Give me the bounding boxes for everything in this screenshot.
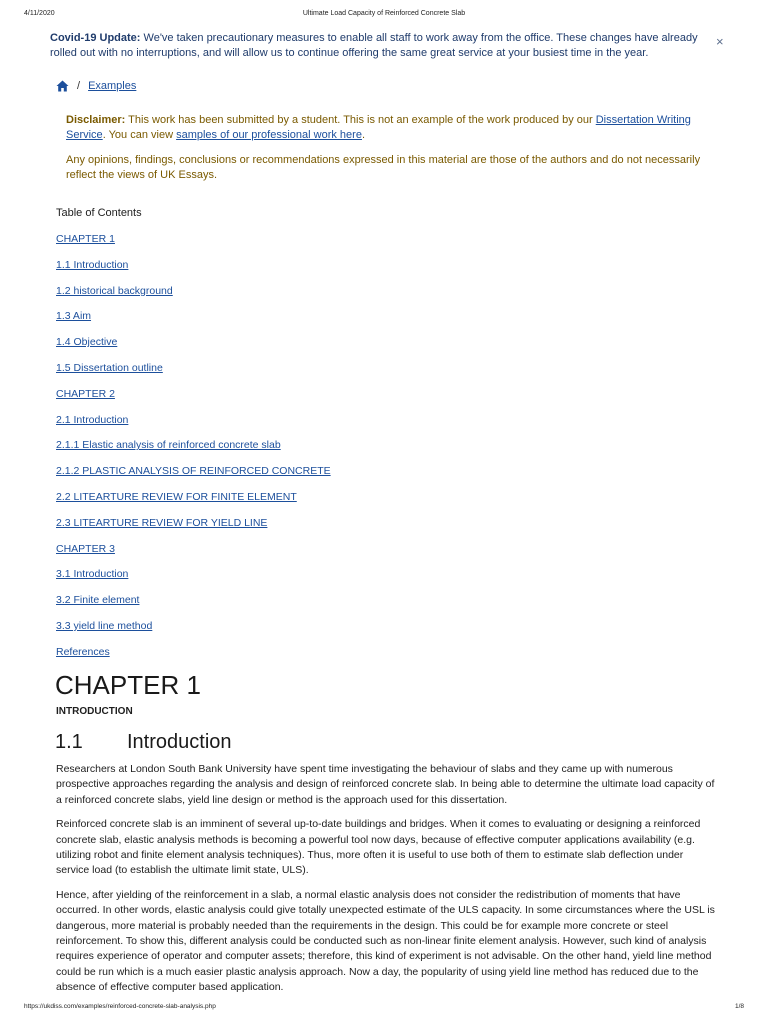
covid-label: Covid-19 Update:	[50, 32, 141, 44]
toc-item	[56, 335, 331, 361]
toc-item	[56, 413, 331, 439]
print-title: Ultimate Load Capacity of Reinforced Concrete Slab	[302, 10, 466, 17]
toc-link[interactable]: 2.2 LITEARTURE REVIEW FOR FINITE ELEMENT	[56, 490, 297, 503]
toc-item	[56, 232, 331, 258]
dissertation-service-link[interactable]: Dissertation Writing Service	[66, 114, 691, 141]
toc-item	[56, 516, 331, 542]
print-page-number: 1/8	[734, 1003, 744, 1010]
paragraph: Reinforced concrete slab is an imminent of several up-to-date buildings and bridges. When it comes to evaluating or designing a reinforced concrete slab, elastic analysis methods is becoming a powerful tool now days, because of effective computer applications availability (e.g. utilizing robot and finite element analysis techniques). Thus, more often it is useful to use both of them to estimate slab deflection under service load (to establish the ultimate limit state, ULS).	[56, 818, 701, 877]
print-header	[0, 10, 768, 24]
toc-item	[56, 258, 331, 284]
disclaimer-opinion: Any opinions, findings, conclusions or recommendations expressed in this material are those of the authors and do not necessarily reflect the views of UK Essays.	[66, 154, 701, 181]
introduction-label: INTRODUCTION	[56, 706, 133, 717]
toc-item	[56, 542, 331, 568]
close-icon[interactable]: ×	[716, 34, 724, 49]
home-icon[interactable]	[56, 80, 69, 92]
print-date: 4/11/2020	[24, 10, 55, 17]
toc-link[interactable]: 2.1.1 Elastic analysis of reinforced concrete slab	[56, 439, 281, 452]
section-title: Introduction	[127, 731, 232, 753]
toc-item	[56, 593, 331, 619]
section-heading	[55, 731, 232, 754]
toc-item	[56, 619, 331, 645]
toc-link[interactable]: 2.1.2 PLASTIC ANALYSIS OF REINFORCED CONCRETE	[56, 465, 331, 478]
toc-link[interactable]: 1.2 historical background	[56, 284, 173, 297]
article-body	[56, 762, 716, 1005]
toc-link[interactable]: 3.2 Finite element	[56, 594, 140, 607]
chapter-heading: CHAPTER 1	[55, 670, 201, 700]
toc-link[interactable]: 1.3 Aim	[56, 310, 92, 323]
breadcrumb-examples-link[interactable]: Examples	[88, 80, 137, 92]
toc-title: Table of Contents	[56, 207, 142, 219]
toc-link[interactable]: CHAPTER 2	[56, 387, 115, 400]
toc-link[interactable]: 1.5 Dissertation outline	[56, 361, 163, 374]
toc-link[interactable]: 3.1 Introduction	[56, 568, 129, 581]
toc-item	[56, 490, 331, 516]
disclaimer-notice	[66, 113, 706, 143]
toc-link[interactable]: 2.3 LITEARTURE REVIEW FOR YIELD LINE	[56, 516, 268, 529]
section-number: 1.1	[55, 731, 83, 753]
print-url: https://ukdiss.com/examples/reinforced-concrete-slab-analysis.php	[24, 1003, 216, 1010]
toc-link[interactable]: 1.1 Introduction	[56, 258, 129, 271]
covid-text: We've taken precautionary measures to enable all staff to work away from the office. These changes have already rolled out with no interruptions, and will allow us to continue offering the same great service at your busiest time in the year.	[50, 32, 698, 59]
disclaimer-text: This work has been submitted by a student. This is not an example of the work produced by our	[125, 114, 596, 126]
toc-link[interactable]: 3.3 yield line method	[56, 619, 153, 632]
toc-item	[56, 645, 331, 671]
paragraph: Hence, after yielding of the reinforcement in a slab, a normal elastic analysis does not consider the redistribution of moments that have occurred. In other words, elastic analysis could give totally unexpected estimate of the ULS capacity. In some circumstances where the USL is dangerous, more material is probably needed than the requirements in the design. This could be for example more concrete or steel reinforcement. To show this, different analysis could be conducted such as non-linear finite element analysis. However, such kind of analysis requires experience of operator and computer assets; therefore, this kind of experiment is not advisable. On the other hand, yield line method could be run which is a much easier plastic analysis approach. Now a day, the popularity of using yield line method has reduced due to the absence of effective computer based application.	[56, 888, 715, 994]
professional-samples-link[interactable]: samples of our professional work here	[176, 129, 362, 141]
covid-banner	[50, 31, 700, 61]
toc-item	[56, 309, 331, 335]
disclaimer-text: . You can view	[102, 129, 177, 141]
disclaimer-text: .	[361, 129, 366, 141]
disclaimer-label: Disclaimer:	[66, 114, 126, 126]
toc-item	[56, 387, 331, 413]
paragraph: Researchers at London South Bank University have spent time investigating the behaviour of slabs and they came up with numerous prospective approaches regarding the analysis and design of reinforced concrete slab. In being able to determine the ultimate load capacity of a reinforced concrete slabs, yield line design or method is the approach used for this dissertation.	[56, 763, 715, 806]
toc-link[interactable]: CHAPTER 3	[56, 542, 115, 555]
toc-link[interactable]: 1.4 Objective	[56, 336, 118, 349]
toc-item	[56, 284, 331, 310]
table-of-contents	[56, 232, 331, 671]
breadcrumb-separator: /	[77, 80, 81, 92]
toc-item	[56, 464, 331, 490]
toc-item	[56, 438, 331, 464]
toc-item	[56, 361, 331, 387]
toc-item	[56, 567, 331, 593]
toc-link[interactable]: References	[56, 645, 110, 658]
toc-link[interactable]: 2.1 Introduction	[56, 413, 129, 426]
disclaimer	[66, 113, 706, 193]
toc-link[interactable]: CHAPTER 1	[56, 233, 115, 245]
breadcrumb	[56, 80, 136, 92]
